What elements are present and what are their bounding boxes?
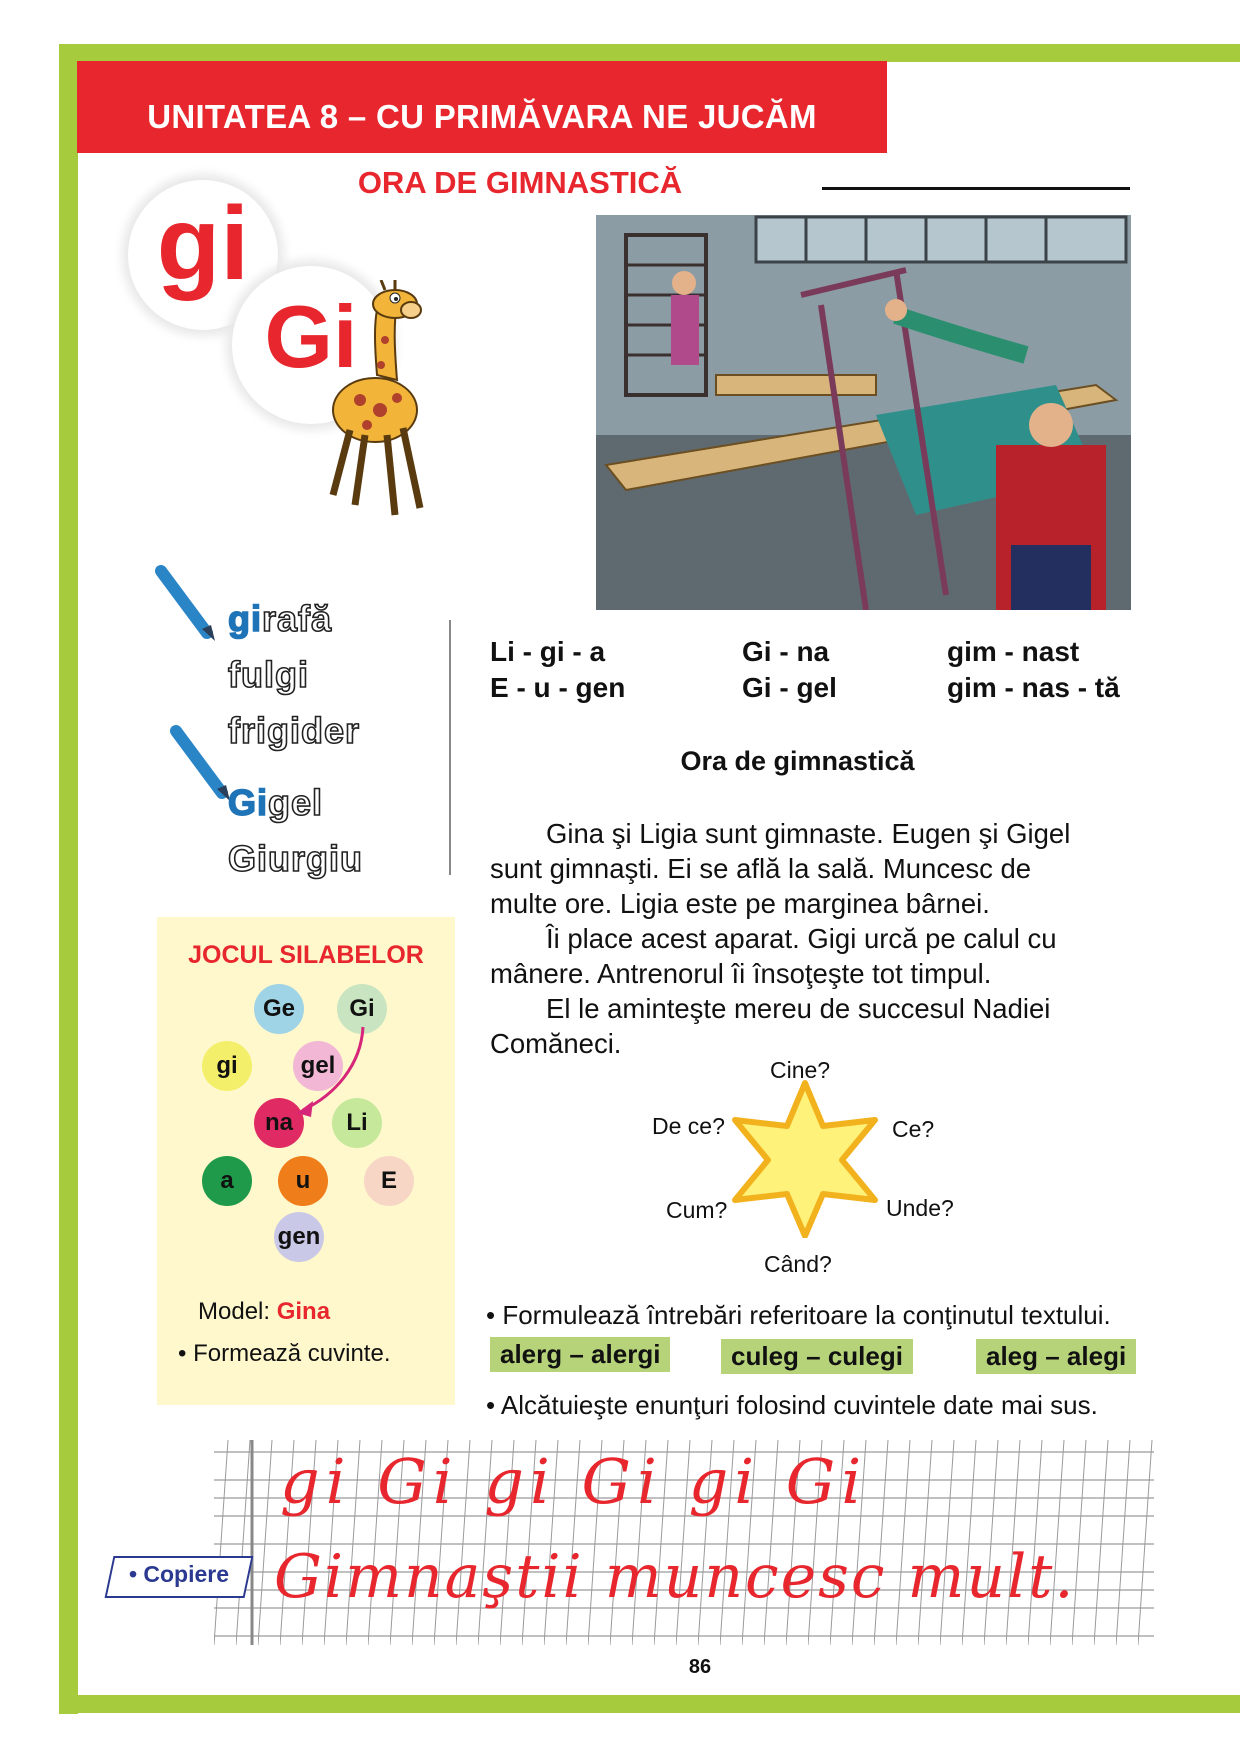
exercise-instruction-sentences: • Alcătuieşte enunţuri folosind cuvintele date mai sus. <box>486 1390 1098 1420</box>
reading-line: sunt gimnaşti. Ei se află la sală. Muncesc de <box>490 853 1032 884</box>
syllables-gimnast: gim - nast <box>947 636 1080 667</box>
question-cum: Cum? <box>666 1197 728 1223</box>
word-girafa <box>228 598 332 640</box>
syllables-eugen: E - u - gen <box>490 672 626 703</box>
syllables-gigel: Gi - gel <box>742 672 837 703</box>
reading-line: Comăneci. <box>490 1028 622 1059</box>
syllable-bubble: gen <box>274 1212 324 1262</box>
page-frame-top <box>59 44 1240 62</box>
word-gigel <box>228 782 323 824</box>
lesson-title: ORA DE GIMNASTICĂ <box>357 165 683 200</box>
reading-line: El le aminteşte mereu de succesul Nadiei <box>546 993 1051 1024</box>
reading-line: mânere. Antrenorul îi însoţeşte tot timpul. <box>490 958 992 989</box>
syllables-ligia: Li - gi - a <box>490 636 606 667</box>
word-girafa-rest: rafă <box>262 598 333 639</box>
letter-lower: gi <box>156 186 250 302</box>
question-unde: Unde? <box>886 1195 954 1221</box>
question-cand: Când? <box>764 1251 832 1277</box>
syllable-bubble: a <box>202 1156 252 1206</box>
pencil-icon <box>155 565 217 645</box>
page-frame-bottom <box>59 1695 1240 1713</box>
model-label: Model: <box>198 1298 271 1325</box>
question-de-ce: De ce? <box>652 1113 725 1139</box>
unit-title: UNITATEA 8 – CU PRIMĂVARA NE JUCĂM <box>147 98 817 135</box>
pencil-icon <box>170 725 232 807</box>
syllable-bubble: na <box>254 1098 304 1148</box>
reading-line: multe ore. Ligia este pe marginea bârnei. <box>490 888 990 919</box>
word-pair-tag: aleg – alegi <box>976 1339 1136 1374</box>
syllable-bubble: gel <box>293 1041 343 1091</box>
word-fulgi: fulgi <box>228 654 309 695</box>
star-icon <box>730 1078 880 1238</box>
reading-line: Îi place acest aparat. Gigi urcă pe calul cu <box>546 923 1057 954</box>
word-girafa-highlight: gi <box>228 598 262 639</box>
page-number: 86 <box>688 1656 712 1678</box>
word-giurgiu: Giurgiu <box>228 838 363 879</box>
exercise-instruction-questions: • Formulează întrebări referitoare la conţinutul textului. <box>486 1300 1111 1330</box>
word-pair-tag: culeg – culegi <box>721 1339 913 1374</box>
copy-label: • Copiere <box>128 1561 230 1587</box>
syllable-bubble: u <box>278 1156 328 1206</box>
syllable-bubble: Li <box>332 1098 382 1148</box>
gymnastics-illustration <box>596 215 1131 610</box>
giraffe-illustration <box>315 280 445 535</box>
syllable-bubble: E <box>364 1156 414 1206</box>
name-line <box>822 187 1130 190</box>
word-gigel-rest: gel <box>268 782 324 823</box>
copy-line-letters: gi Gi gi Gi gi Gi <box>280 1445 868 1518</box>
page-frame-left <box>59 44 78 1714</box>
copy-line-sentence: Gimnaştii muncesc mult. <box>274 1542 1076 1612</box>
syllable-bubble: gi <box>202 1041 252 1091</box>
syllable-bubble: Ge <box>254 984 304 1034</box>
arrow-icon <box>295 1025 375 1120</box>
word-frigider: frigider <box>228 710 361 751</box>
letter-upper: Gi <box>264 287 358 386</box>
model-word: Gina <box>276 1298 331 1325</box>
word-pair-tag: alerg – alergi <box>490 1337 670 1372</box>
question-ce: Ce? <box>892 1116 935 1142</box>
syllable-game-title: JOCUL SILABELOR <box>188 941 424 969</box>
question-cine: Cine? <box>770 1057 831 1083</box>
word-gigel-highlight: Gi <box>228 782 269 823</box>
model-example <box>198 1298 330 1326</box>
reading-title: Ora de gimnastică <box>680 746 915 776</box>
divider <box>449 620 451 875</box>
reading-line: Gina şi Ligia sunt gimnaste. Eugen şi Gigel <box>546 818 1071 849</box>
syllable-bubble: Gi <box>337 984 387 1034</box>
syllables-gimnasta: gim - nas - tă <box>947 672 1120 703</box>
game-instruction: • Formează cuvinte. <box>178 1340 391 1367</box>
syllables-gina: Gi - na <box>742 636 830 667</box>
